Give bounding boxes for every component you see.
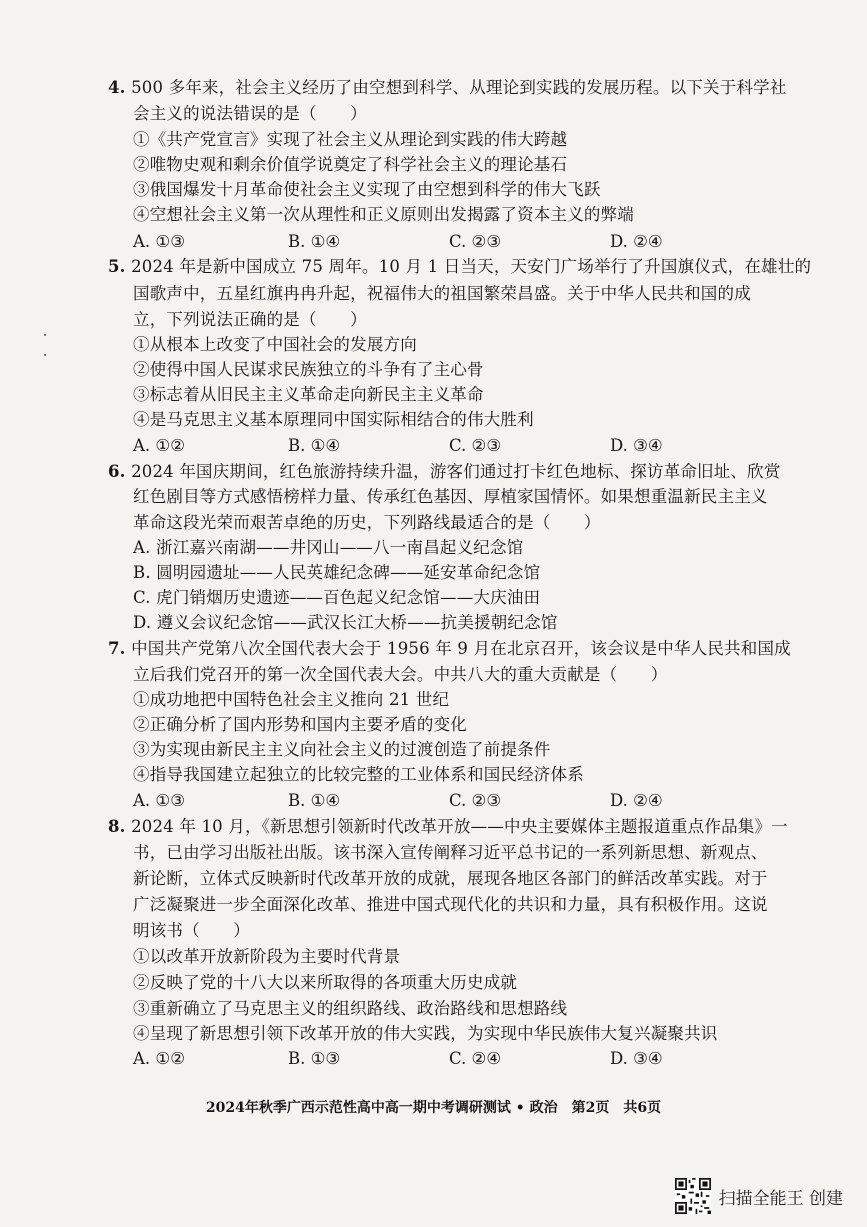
option-a: A. ①② [133, 1049, 185, 1068]
option-d: D. ③④ [610, 436, 663, 455]
option-b: B. ①③ [288, 1049, 341, 1068]
question-stem-line: 革命这段光荣而艰苦卓绝的历史，下列路线最适合的是（ ） [133, 513, 601, 532]
statement: ②唯物史观和剩余价值学说奠定了科学社会主义的理论基石 [133, 155, 568, 174]
option-c: C. ②④ [449, 1049, 502, 1068]
option-d: D. ③④ [610, 1049, 663, 1068]
scan-speck [44, 354, 46, 356]
question-stem-line: 500 多年来，社会主义经历了由空想到科学、从理论到实践的发展历程。以下关于科学社 [131, 78, 787, 97]
option-a: A. ①③ [133, 791, 185, 810]
question-stem-line: 会主义的说法错误的是（ ） [133, 104, 367, 123]
option-a: A. ①③ [133, 232, 185, 251]
question-stem-line: 明该书（ ） [133, 921, 250, 940]
question-stem-line: 2024 年国庆期间，红色旅游持续升温，游客们通过打卡红色地标、探访革命旧址、欣赏 [131, 462, 781, 481]
page-footer: 2024年秋季广西示范性高中高一期中考调研测试 • 政治 第2页 共6页 [205, 1100, 662, 1116]
question-number: 5. [108, 257, 126, 276]
statement: ②使得中国人民谋求民族独立的斗争有了主心骨 [133, 360, 484, 379]
question-stem-line: 新论断，立体式反映新时代改革开放的成就，展现各地区各部门的鲜活改革实践。对于 [133, 869, 768, 888]
question-stem-line: 立后我们党召开的第一次全国代表大会。中共八大的重大贡献是（ ） [133, 665, 668, 684]
statement: ④空想社会主义第一次从理性和正义原则出发揭露了资本主义的弊端 [133, 205, 634, 224]
scanner-watermark [675, 1178, 843, 1214]
statement: ④呈现了新思想引领下改革开放的伟大实践，为实现中华民族伟大复兴凝聚共识 [133, 1024, 718, 1043]
question-stem-line: 红色剧目等方式感悟榜样力量、传承红色基因、厚植家国情怀。如果想重温新民主主义 [133, 487, 768, 506]
watermark-text: 扫描全能王 创建 [718, 1188, 843, 1209]
option-d: D. ②④ [610, 791, 663, 810]
option-c: C. ②③ [449, 232, 502, 251]
option-b: B. ①④ [288, 436, 341, 455]
question-stem-line: 国歌声中，五星红旗冉冉升起，祝福伟大的祖国繁荣昌盛。关于中华人民共和国的成 [133, 284, 751, 303]
option-b: B. ①④ [288, 791, 341, 810]
route-option-a: A. 浙江嘉兴南湖——井冈山——八一南昌起义纪念馆 [133, 538, 524, 557]
statement: ③重新确立了马克思主义的组织路线、政治路线和思想路线 [133, 999, 568, 1018]
statement: ③标志着从旧民主主义革命走向新民主主义革命 [133, 385, 484, 404]
question-number: 4. [108, 78, 126, 97]
option-c: C. ②③ [449, 436, 502, 455]
statement: ②反映了党的十八大以来所取得的各项重大历史成就 [133, 973, 518, 992]
question-stem-line: 2024 年是新中国成立 75 周年。10 月 1 日当天，天安门广场举行了升国旗仪式，在雄壮的 [131, 257, 812, 276]
question-stem-line: 广泛凝聚进一步全面深化改革、推进中国式现代化的共识和力量，具有积极作用。这说 [133, 895, 768, 914]
question-stem-line: 2024 年 10 月，《新思想引领新时代改革开放——中央主要媒体主题报道重点作品集》一 [131, 817, 788, 836]
option-b: B. ①④ [288, 232, 341, 251]
qr-code-icon [675, 1178, 711, 1214]
option-d: D. ②④ [610, 232, 663, 251]
statement: ③为实现由新民主主义向社会主义的过渡创造了前提条件 [133, 740, 551, 759]
statement: ①成功地把中国特色社会主义推向 21 世纪 [133, 690, 450, 709]
statement: ①以改革开放新阶段为主要时代背景 [133, 947, 401, 966]
option-c: C. ②③ [449, 791, 502, 810]
route-option-c: C. 虎门销烟历史遗迹——百色起义纪念馆——大庆油田 [133, 588, 541, 607]
question-stem-line: 书，已由学习出版社出版。该书深入宣传阐释习近平总书记的一系列新思想、新观点、 [133, 843, 768, 862]
statement: ④指导我国建立起独立的比较完整的工业体系和国民经济体系 [133, 765, 584, 784]
route-option-d: D. 遵义会议纪念馆——武汉长江大桥——抗美援朝纪念馆 [133, 613, 558, 632]
question-number: 6. [108, 462, 126, 481]
statement: ①从根本上改变了中国社会的发展方向 [133, 335, 417, 354]
scan-speck [44, 334, 46, 336]
question-stem-line: 中国共产党第八次全国代表大会于 1956 年 9 月在北京召开，该会议是中华人民共和国成 [131, 639, 791, 658]
statement: ②正确分析了国内形势和国内主要矛盾的变化 [133, 715, 467, 734]
statement: ①《共产党宣言》实现了社会主义从理论到实践的伟大跨越 [133, 130, 568, 149]
question-stem-line: 立，下列说法正确的是（ ） [133, 310, 367, 329]
question-number: 8. [108, 817, 126, 836]
question-number: 7. [108, 639, 126, 658]
statement: ③俄国爆发十月革命使社会主义实现了由空想到科学的伟大飞跃 [133, 180, 601, 199]
option-a: A. ①② [133, 436, 185, 455]
statement: ④是马克思主义基本原理同中国实际相结合的伟大胜利 [133, 410, 534, 429]
route-option-b: B. 圆明园遗址——人民英雄纪念碑——延安革命纪念馆 [133, 563, 541, 582]
